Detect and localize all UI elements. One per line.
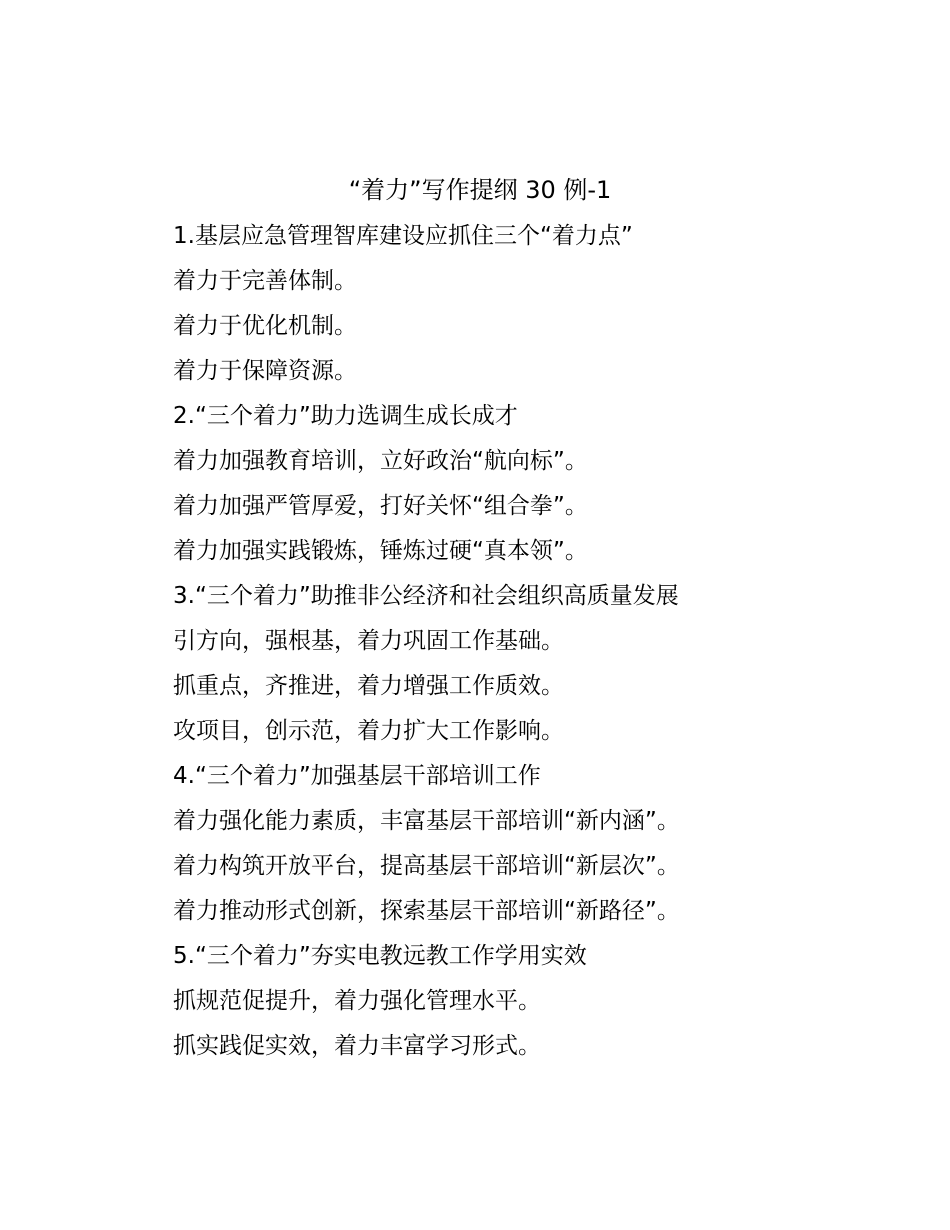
body-line: 抓重点，齐推进，着力增强工作质效。: [173, 673, 564, 699]
body-line: 着力于完善体制。: [173, 268, 357, 294]
body-line: 着力加强严管厚爱，打好关怀“组合拳”。: [173, 493, 588, 519]
document-title: “着力”写作提纲 30 例-1: [348, 176, 612, 204]
body-line: 着力构筑开放平台，提高基层干部培训“新层次”。: [173, 853, 680, 879]
body-line: 引方向，强根基，着力巩固工作基础。: [173, 628, 564, 654]
document-body: [173, 218, 793, 1073]
body-line: 抓实践促实效，着力丰富学习形式。: [173, 1033, 541, 1059]
body-line: 着力推动形式创新，探索基层干部培训“新路径”。: [173, 898, 680, 924]
body-line: 着力于保障资源。: [173, 358, 357, 384]
body-line: 着力强化能力素质，丰富基层干部培训“新内涵”。: [173, 808, 680, 834]
body-line: 2.“三个着力”助力选调生成长成才: [173, 403, 518, 429]
body-line: 抓规范促提升，着力强化管理水平。: [173, 988, 541, 1014]
body-line: 3.“三个着力”助推非公经济和社会组织高质量发展: [173, 583, 679, 609]
body-line: 5.“三个着力”夯实电教远教工作学用实效: [173, 943, 587, 969]
body-line: 着力加强实践锻炼，锤炼过硬“真本领”。: [173, 538, 588, 564]
body-line: 着力于优化机制。: [173, 313, 357, 339]
body-line: 攻项目，创示范，着力扩大工作影响。: [173, 718, 564, 744]
body-line: 4.“三个着力”加强基层干部培训工作: [173, 763, 541, 789]
body-line: 着力加强教育培训，立好政治“航向标”。: [173, 448, 588, 474]
body-line: 1.基层应急管理智库建设应抓住三个“着力点”: [173, 223, 633, 249]
